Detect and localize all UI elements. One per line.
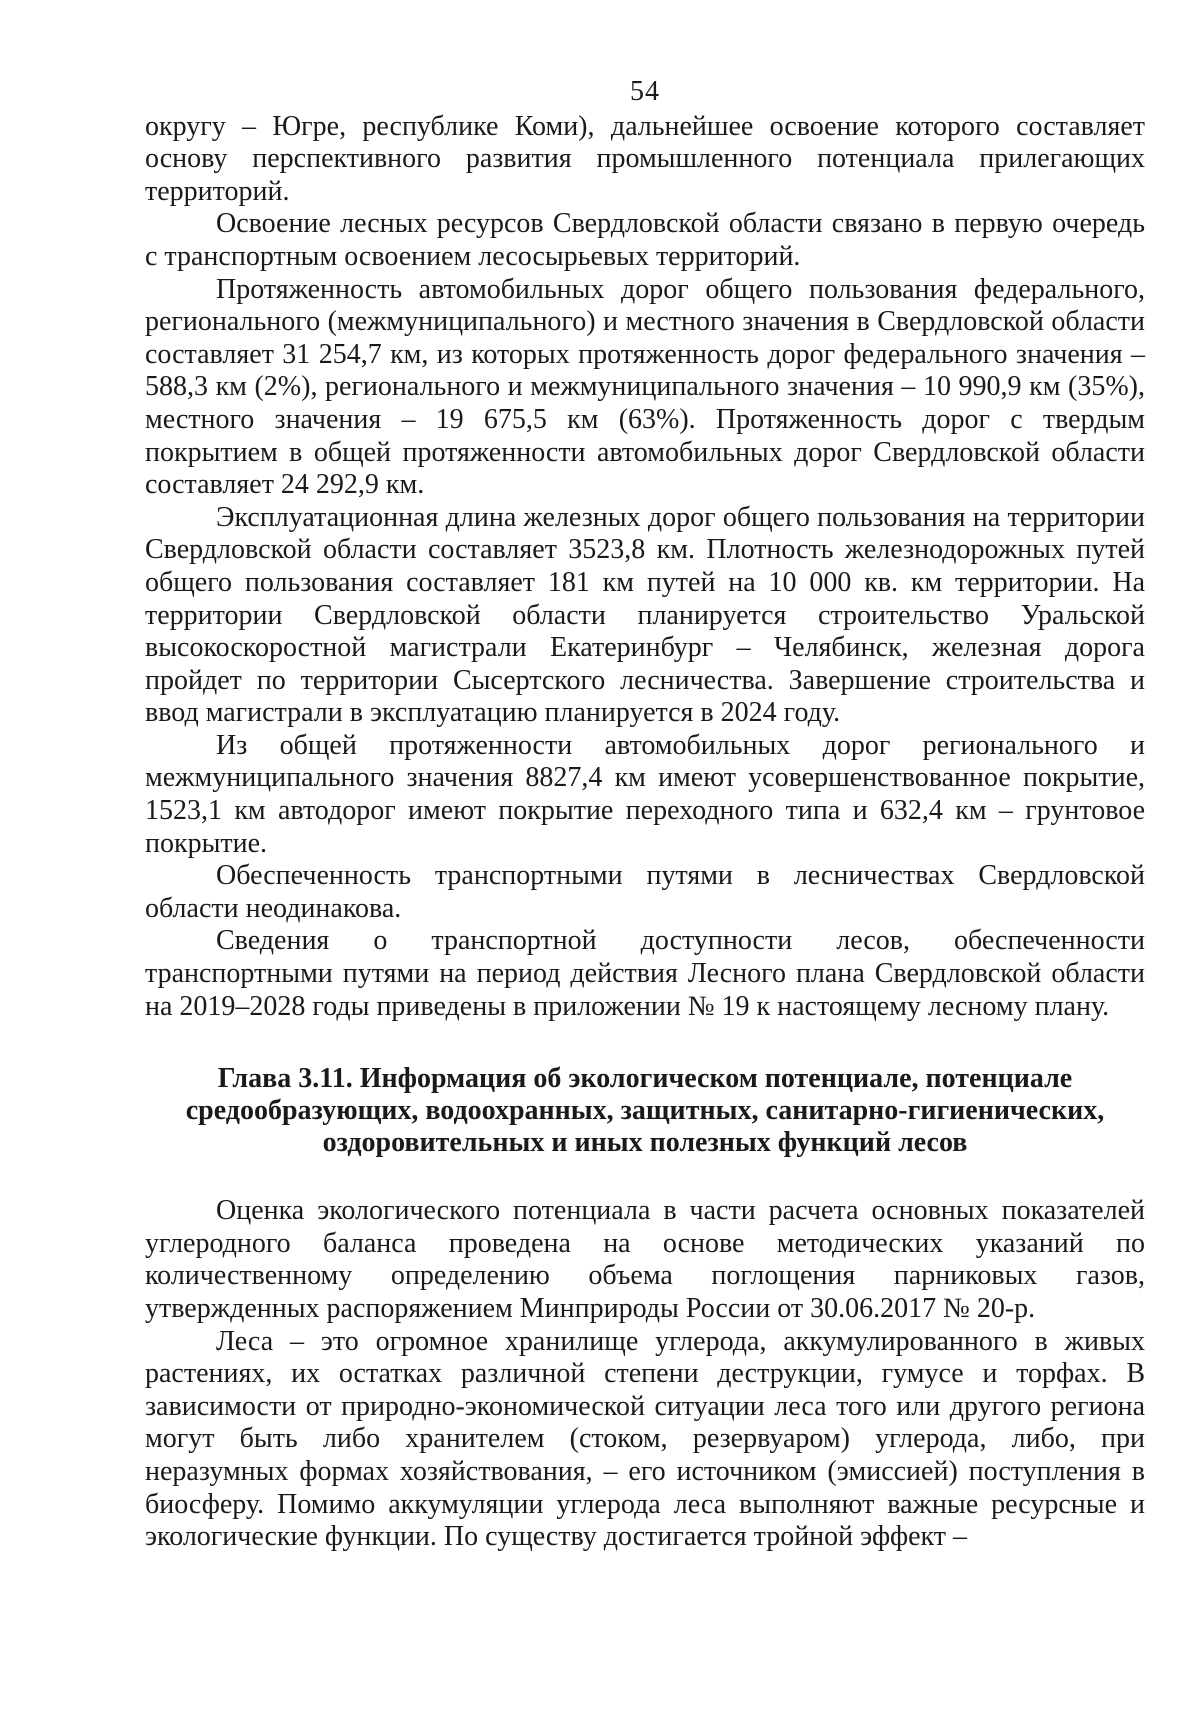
paragraph: Из общей протяженности автомобильных дорог регионального и межмуниципального значения 8827,4 км имеют усовершенствованное покрытие, 1523,1 км автодорог имеют покрытие переходного типа и 632,4 км – грунтовое покрытие. <box>145 729 1145 859</box>
paragraph: Сведения о транспортной доступности лесов, обеспеченности транспортными путями на период действия Лесного плана Свердловской области на 2019–2028 годы приведены в приложении № 19 к настоящему лесному плану. <box>145 925 1145 1022</box>
chapter-heading-line: оздоровительных и иных полезных функций лесов <box>322 1127 968 1159</box>
paragraph: Леса – это огромное хранилище углерода, аккумулированного в живых растениях, их остатках различной степени деструкции, гумусе и торфах. В зависимости от природно-экономической ситуации леса того или другого региона могут быть либо хранителем (стоком, резервуаром) углерода, либо, при неразумных формах хозяйствования, – его источником (эмиссией) поступления в биосферу. Помимо аккумуляции углерода леса выполняют важные ресурсные и экологические функции. По существу достигается тройной эффект – <box>145 1325 1145 1553</box>
paragraph: Оценка экологического потенциала в части расчета основных показателей углеродного баланса проведена на основе методических указаний по количественному определению объема поглощения парниковых газов, утвержденных распоряжением Минприроды России от 30.06.2017 № 20-р. <box>145 1195 1145 1324</box>
paragraph: Протяженность автомобильных дорог общего пользования федерального, регионального (межмуниципального) и местного значения в Свердловской области составляет 31 254,7 км, из которых протяженность дорог федерального значения – 588,3 км (2%), регионального и межмуниципального значения – 10 990,9 км (35%), местного значения – 19 675,5 км (63%). Протяженность дорог с твердым покрытием в общей протяженности автомобильных дорог Свердловской области составляет 24 292,9 км. <box>145 273 1145 501</box>
page-number: 54 <box>630 76 660 107</box>
chapter-heading-line: средообразующих, водоохранных, защитных, санитарно-гигиенических, <box>185 1095 1105 1127</box>
paragraph: Обеспеченность транспортными путями в лесничествах Свердловской области неодинакова. <box>145 860 1145 924</box>
paragraph: Освоение лесных ресурсов Свердловской области связано в первую очередь с транспортным освоением лесосырьевых территорий. <box>145 208 1145 272</box>
chapter-heading <box>145 1063 1145 1159</box>
document-page <box>145 76 1145 1554</box>
chapter-heading-line: Глава 3.11. Информация об экологическом потенциале, потенциале <box>217 1063 1073 1095</box>
paragraph: округу – Югре, республике Коми), дальнейшее освоение которого составляет основу перспективного развития промышленного потенциала прилегающих территорий. <box>145 110 1145 207</box>
paragraph: Эксплуатационная длина железных дорог общего пользования на территории Свердловской области составляет 3523,8 км. Плотность железнодорожных путей общего пользования составляет 181 км путей на 10 000 кв. км территории. На территории Свердловской области планируется строительство Уральской высокоскоростной магистрали Екатеринбург – Челябинск, железная дорога пройдет по территории Сысертского лесничества. Завершение строительства и ввод магистрали в эксплуатацию планируется в 2024 году. <box>145 501 1145 729</box>
